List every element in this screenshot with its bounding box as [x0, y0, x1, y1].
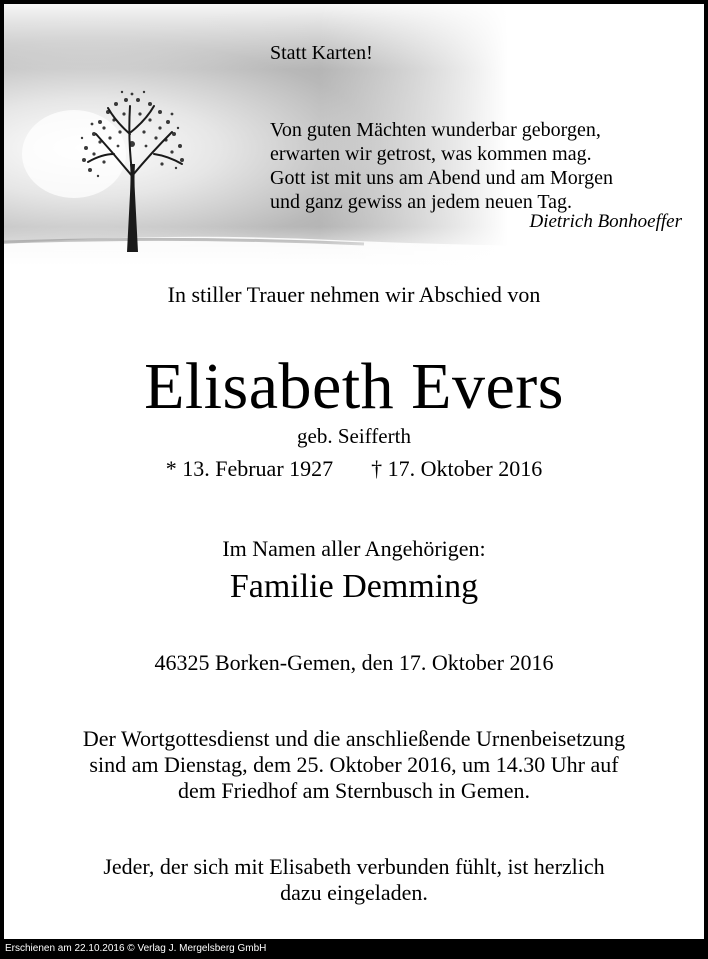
birth-date: * 13. Februar 1927: [165, 456, 334, 481]
poem: [270, 118, 613, 214]
intro-text: In stiller Trauer nehmen wir Abschied von: [167, 282, 541, 307]
service-info: [4, 726, 704, 804]
service-line: Der Wortgottesdienst und die anschließende Urnenbeisetzung: [82, 726, 626, 751]
obituary-page: [4, 4, 704, 939]
life-dates: [4, 456, 704, 482]
service-line: sind am Dienstag, dem 25. Oktober 2016, um 14.30 Uhr auf: [89, 752, 619, 777]
poem-line: Von guten Mächten wunderbar geborgen,: [270, 119, 601, 141]
statt-karten: Statt Karten!: [270, 42, 373, 64]
death-date: † 17. Oktober 2016: [371, 456, 543, 481]
invite-line: dazu eingeladen.: [280, 880, 428, 905]
maiden-name: geb. Seifferth: [297, 424, 411, 448]
publication-footer: Erschienen am 22.10.2016 © Verlag J. Mergelsberg GmbH: [5, 943, 267, 954]
poem-line: Gott ist mit uns am Abend und am Morgen: [270, 167, 613, 189]
invitation: [4, 854, 704, 906]
poem-line: und ganz gewiss an jedem neuen Tag.: [270, 191, 573, 213]
behalf-text: Im Namen aller Angehörigen:: [222, 536, 486, 561]
place-date: 46325 Borken-Gemen, den 17. Oktober 2016: [154, 650, 554, 675]
service-line: dem Friedhof am Sternbusch in Gemen.: [178, 778, 530, 803]
poem-line: erwarten wir getrost, was kommen mag.: [270, 143, 592, 165]
invite-line: Jeder, der sich mit Elisabeth verbunden fühlt, ist herzlich: [103, 854, 605, 879]
poem-author: Dietrich Bonhoeffer: [529, 211, 682, 232]
deceased-name: Elisabeth Evers: [144, 350, 564, 423]
family-name: Familie Demming: [229, 568, 479, 605]
